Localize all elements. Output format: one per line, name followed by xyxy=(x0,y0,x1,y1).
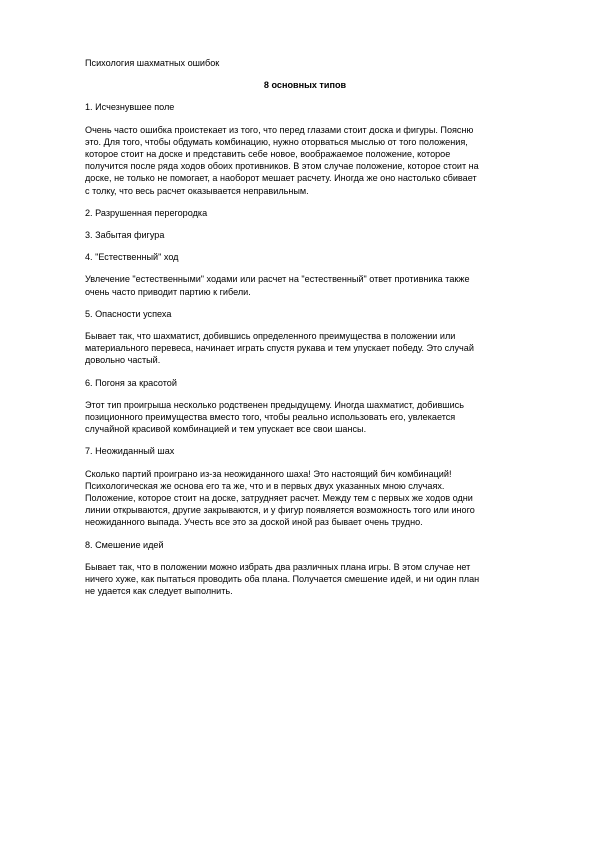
body-line: которое стоит на доске и представить себе новое, воображаемое положение, которое xyxy=(85,149,451,160)
body-line: Положение, которое стоит на доске, затрудняет расчет. Между тем с первых же ходов одни xyxy=(85,493,473,504)
body-line: очень часто приводит партию к гибели. xyxy=(85,286,251,297)
body-line: Бывает так, что шахматист, добившись определенного преимущества в положении или xyxy=(85,331,456,342)
section-body-4 xyxy=(85,273,525,297)
section-heading-4: 4. "Естественный" ход xyxy=(85,252,179,263)
section-body-5 xyxy=(85,330,525,367)
body-line: получится после ряда ходов обоих противников. В этом случае положение, которое стоит на xyxy=(85,161,479,172)
section-body-7 xyxy=(85,468,525,529)
body-line: с толку, что весь расчет оказывается неправильным. xyxy=(85,185,309,196)
body-line: материального перевеса, начинает играть спустя рукава и тем упускает победу. Это случай xyxy=(85,343,474,354)
body-line: Очень часто ошибка проистекает из того, что перед глазами стоит доска и фигуры. Поясню xyxy=(85,124,474,135)
section-body-8 xyxy=(85,561,525,598)
body-line: ничего хуже, как пытаться проводить оба плана. Получается смешение идей, и ни один план xyxy=(85,574,480,585)
body-line: доске, не только не помогает, а наоборот мешает расчету. Иногда же оно настолько сбивает xyxy=(85,173,477,184)
section-heading-1: 1. Исчезнувшее поле xyxy=(85,102,175,113)
body-line: Бывает так, что в положении можно избрать два различных плана игры. В этом случае нет xyxy=(85,561,471,572)
body-line: линии открываются, другие закрываются, и у фигур появляется возможность того или иного xyxy=(85,505,475,516)
section-heading-5: 5. Опасности успеха xyxy=(85,308,172,319)
body-line: Сколько партий проиграно из-за неожиданного шаха! Это настоящий бич комбинаций! xyxy=(85,468,452,479)
section-body-1 xyxy=(85,124,525,197)
section-heading-8: 8. Смешение идей xyxy=(85,539,164,550)
section-heading-6: 6. Погоня за красотой xyxy=(85,377,177,388)
body-line: довольно частый. xyxy=(85,355,161,366)
body-line: Психологическая же основа его та же, что и в первых двух указанных мною случаях. xyxy=(85,480,445,491)
document-title: Психология шахматных ошибок xyxy=(85,58,220,68)
body-line: неожиданного выпада. Учесть все это за доской иной раз бывает очень трудно. xyxy=(85,517,423,528)
body-line: это. Для того, чтобы обдумать комбинацию, нужно оторваться мыслью от того положения, xyxy=(85,136,468,147)
body-line: не удается как следует выполнить. xyxy=(85,586,233,597)
section-heading-2: 2. Разрушенная перегородка xyxy=(85,207,208,218)
body-line: Увлечение "естественными" ходами или расчет на "естественный" ответ противника также xyxy=(85,274,470,285)
section-heading-7: 7. Неожиданный шах xyxy=(85,446,175,457)
document-subtitle: 8 основных типов xyxy=(263,80,347,91)
body-line: позиционного преимущества вместо того, чтобы реально использовать его, увлекается xyxy=(85,412,456,423)
body-line: Этот тип проигрыша несколько родственен предыдущему. Иногда шахматист, добившись xyxy=(85,399,464,410)
document-page xyxy=(85,57,525,608)
section-body-6 xyxy=(85,399,525,436)
body-line: случайной красивой комбинацией и тем упускает все свои шансы. xyxy=(85,424,367,435)
section-heading-3: 3. Забытая фигура xyxy=(85,230,165,241)
